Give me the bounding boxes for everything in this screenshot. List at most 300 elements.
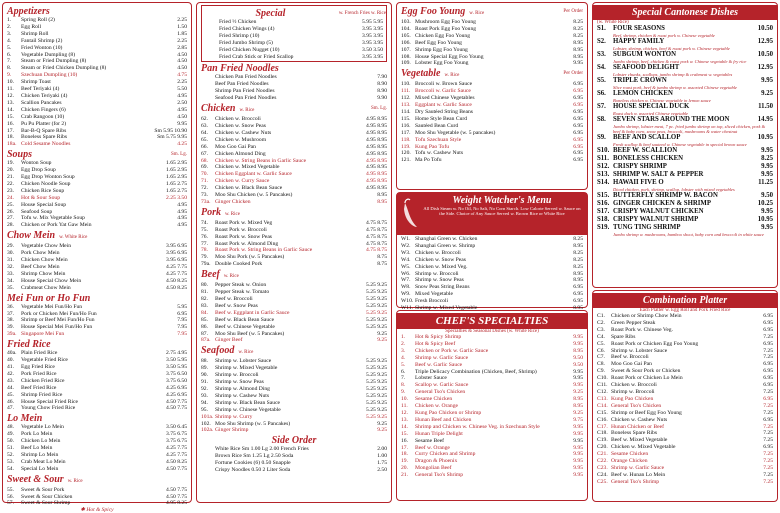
item-name: Lobster Sauce (415, 375, 447, 382)
item-price: 8.95 (573, 53, 583, 60)
item-number: C2. (597, 319, 605, 326)
pork-list (201, 220, 387, 268)
column-4 (592, 2, 778, 503)
item-number: 119. (401, 143, 411, 150)
item-price: 7.25 (763, 437, 773, 444)
dish-price: 8.25 (761, 155, 773, 162)
menu-item (401, 19, 583, 26)
item-name: Broccoli w. Garlic Sauce (415, 88, 471, 95)
dish-price: 12.95 (757, 64, 773, 71)
item-name: Beef w. Mixed Vegetable (611, 437, 668, 444)
dish-description: Lobster chunks, scallops, jumbo shrimp & crabmeat w. vegetables (613, 72, 733, 77)
item-number (201, 446, 215, 453)
item-number: 84. (201, 309, 208, 316)
menu-item (7, 459, 187, 466)
item-name: Shrimp or Beef Mei Fun/Ho Fun (21, 317, 95, 324)
item-price: 9.95 (573, 334, 583, 340)
item-price: 7.95 (177, 324, 187, 331)
item-name: Roast Pork or Chicken Lo Mein (611, 375, 683, 382)
menu-item (7, 93, 187, 100)
menu-item (7, 264, 187, 271)
item-price: 7.25 (763, 430, 773, 437)
item-number: C21. (597, 451, 608, 458)
item-name: Fried Chicken Nugget (10) (219, 46, 280, 53)
item-price: 4.50 7.75 (166, 493, 187, 500)
appetizers-list (7, 17, 187, 148)
menu-item (7, 128, 187, 135)
item-price: 8.95 (573, 305, 583, 312)
menu-item (7, 392, 187, 399)
item-price: 5.25 9.25 (366, 316, 387, 323)
menu-item (7, 86, 187, 93)
item-price: 7.25 (763, 402, 773, 409)
item-name: Roast Pork w. Broccoli (215, 226, 267, 233)
item-name: Chicken w. String Beans in Garlic Sauce (215, 157, 307, 164)
item-number: 77. (201, 240, 208, 247)
item-name: Pepper Steak w. Tomato (215, 289, 270, 296)
item-price: 6.95 (573, 129, 583, 136)
item-number: 43. (7, 377, 14, 384)
egg-foo-young-title-text: Egg Foo Young (401, 6, 466, 17)
menu-item (201, 116, 387, 123)
menu-item (201, 296, 387, 303)
dish-number: S11. (597, 155, 609, 162)
section-title-mei-fun: Mei Fun or Ho Fun (7, 292, 91, 304)
item-price: 3.75 6.50 (166, 377, 187, 384)
menu-item (401, 54, 583, 61)
item-price: 4.95 (177, 222, 187, 229)
item-price: 3.95 3.95 (362, 39, 383, 46)
item-name: Crab Rangoon (10) (21, 113, 65, 120)
seafood-title-text: Seafood (201, 345, 235, 357)
menu-item (401, 33, 583, 40)
item-price: 2.25 (177, 17, 187, 23)
item-price: Sm 5.95 10.90 (154, 127, 187, 134)
menu-item (205, 26, 383, 33)
item-name: Chicken or Pork Yat Gaw Mein (21, 222, 92, 229)
menu-item (201, 234, 387, 241)
menu-item (401, 431, 583, 438)
item-price: 1.75 (377, 460, 387, 467)
item-number: C23. (597, 464, 608, 471)
menu-item (7, 364, 187, 371)
menu-item (597, 361, 773, 368)
item-number: 121. (401, 157, 411, 164)
item-number: W8. (401, 284, 411, 291)
item-name: Shrimp Roll (21, 30, 49, 37)
pan-fried-list (201, 74, 387, 102)
item-number: 75. (201, 226, 208, 233)
item-number: 5. (401, 361, 406, 368)
chicken-sizes: Sm. Lg. (371, 106, 387, 112)
item-price: 4.95 8.95 (366, 143, 387, 150)
item-number: 62. (201, 116, 208, 123)
item-name: Vegetable Dumpling (8) (21, 51, 76, 58)
item-name: Mushroom Egg Foo Young (415, 19, 476, 25)
item-price: 7.25 (763, 409, 773, 416)
item-price: 5.25 9.25 (366, 385, 387, 392)
special-dish (597, 25, 773, 33)
menu-item (201, 199, 387, 206)
item-number: 70. (201, 171, 208, 178)
dish-description: Jumbo shrimp, lobster meat, 7 pc. fried jumbo shrimp on top, sliced chicken, pork & beef & baby corn, snow peas, broccoli, mushrooms & water chestnut (613, 124, 766, 134)
item-name: General Tso's Chicken (611, 402, 662, 409)
item-name: House Special Soup (21, 201, 67, 208)
item-name: Chicken w. Cashew Nuts (215, 129, 272, 136)
menu-item (7, 215, 187, 222)
section-title-lo-mein: Lo Mein (7, 413, 43, 425)
item-number: 26. (7, 208, 14, 215)
menu-item (7, 188, 187, 195)
dish-price: 9.95 (761, 224, 773, 231)
item-number: 92. (201, 385, 208, 392)
item-price: 3.95 6.95 (166, 243, 187, 250)
item-number: 56. (7, 493, 14, 500)
item-name: Chicken or Shrimp Chow Mein (611, 313, 682, 319)
item-price: 8.95 (573, 46, 583, 53)
special-dish (597, 192, 773, 200)
item-price: Sm 5.75 9.95 (157, 134, 187, 141)
item-name: Shrimp w. Mixed Vegetable (415, 305, 478, 312)
item-number: 89. (201, 365, 208, 372)
item-number: 50. (7, 438, 14, 445)
item-name: Crabmeat Chow Mein (21, 284, 71, 291)
special-dish (597, 116, 773, 124)
item-name: Roast Pork w. Snow Peas (215, 233, 272, 240)
item-number: 6. (401, 368, 406, 375)
item-name: Tofu Szechuan Style (415, 136, 462, 143)
menu-item (7, 378, 187, 385)
cantonese-title: Special Cantonese Dishes (593, 5, 777, 20)
menu-item (201, 421, 387, 428)
dish-number: S1. (597, 25, 606, 32)
menu-item (7, 445, 187, 452)
dish-name: CRISPY SHRIMP (613, 163, 667, 170)
dish-number: S3. (597, 51, 606, 58)
item-price: 6.95 (573, 115, 583, 122)
item-name: Shrimp Fried Rice (21, 391, 63, 398)
item-number: 102. (201, 420, 211, 427)
item-name: Shrimp w. Broccoli (415, 270, 459, 277)
item-number: C15. (597, 409, 608, 416)
menu-item (7, 494, 187, 501)
item-price: 4.50 8.25 (166, 458, 187, 465)
item-price: 7.25 (763, 471, 773, 478)
item-price: 6.95 (573, 291, 583, 298)
dish-price: 9.95 (761, 147, 773, 154)
item-number (201, 453, 215, 460)
menu-item (401, 26, 583, 33)
item-name: Tofu w. Cashew Nuts (415, 150, 464, 157)
item-price: 6.95 (573, 81, 583, 88)
item-price: 9.75 (573, 416, 583, 423)
item-number: W10. (401, 298, 414, 305)
item-name: Fried ½ Chicken (219, 19, 257, 25)
menu-item (401, 375, 583, 382)
item-number: 27. (7, 215, 14, 222)
item-number: 45. (7, 391, 14, 398)
item-price: 6.95 (763, 368, 773, 375)
special-dish (597, 155, 773, 163)
item-number: 18. (7, 134, 14, 141)
item-number: 105. (401, 32, 411, 39)
item-name: Shrimp w. Almond Ding (215, 385, 270, 392)
menu-item (201, 123, 387, 130)
item-name: Snow Peas String Beans (415, 284, 470, 291)
item-price: 4.95 8.25 (166, 500, 187, 507)
pork-sub: w. Rice (225, 211, 240, 217)
item-number: 10. (401, 396, 408, 403)
item-number (201, 95, 215, 102)
item-price: 8.95 (573, 39, 583, 46)
section-title-seafood (201, 345, 387, 358)
item-name: House Special Mei Fun/Ho Fun (21, 324, 93, 331)
menu-item (401, 284, 583, 291)
dish-name: CRISPY WALNUT CHICKEN (613, 208, 704, 215)
item-name: House Special Chow Mein (21, 277, 82, 284)
item-number: 32. (7, 264, 14, 270)
special-list (202, 19, 386, 60)
soups-title-text: Soups (7, 149, 33, 161)
item-price: 4.95 (177, 201, 187, 208)
item-number: 74. (201, 219, 208, 226)
item-price: 9.95 (573, 430, 583, 437)
soups-sizes: Sm. Lg. (171, 152, 187, 158)
item-price: 6.95 (573, 108, 583, 115)
item-price: 5.25 9.25 (366, 296, 387, 302)
item-number: 87a. (201, 337, 211, 344)
item-name: Shrimp w. Snow Peas (215, 379, 264, 386)
section-title-sweet-sour (7, 474, 187, 487)
item-name: Fantail Shrimp (2) (21, 37, 63, 44)
chili-pepper-icon (401, 197, 423, 231)
menu-item (201, 151, 387, 158)
vegetable-note: Per Order (563, 71, 583, 77)
menu-item (597, 444, 773, 451)
menu-item (7, 331, 187, 338)
menu-item (401, 369, 583, 376)
menu-item (201, 379, 387, 386)
item-number: 1. (401, 334, 406, 340)
item-price: 9.95 (573, 444, 583, 451)
item-number: 79a. (201, 261, 211, 268)
menu-item (401, 109, 583, 116)
menu-item (401, 396, 583, 403)
dish-number: S10. (597, 147, 610, 154)
item-number: 51. (7, 445, 14, 452)
menu-item (201, 386, 387, 393)
item-number: 103. (401, 19, 411, 25)
item-number: C24. (597, 471, 608, 478)
item-number (205, 26, 219, 33)
item-price: 7.25 (763, 333, 773, 340)
chicken-title-text: Chicken (201, 103, 236, 115)
sweet-sour-sub: w. Rice (67, 478, 83, 484)
item-number: W7. (401, 277, 411, 284)
item-name: Shanghai Green w. Shrimp (415, 242, 476, 249)
special-dish (597, 163, 773, 171)
special-dish (597, 208, 773, 216)
item-name: Chicken w. Curry Sauce (215, 178, 270, 185)
item-price: 3.75 6.75 (166, 438, 187, 445)
item-price: 9.95 (573, 340, 583, 347)
item-price: 4.95 8.95 (366, 129, 387, 136)
menu-item (201, 95, 387, 102)
menu-item (7, 438, 187, 445)
item-price: 5.25 9.25 (366, 358, 387, 365)
item-price: 4.50 7.75 (166, 398, 187, 405)
item-price: 2.25 (177, 37, 187, 44)
menu-item (7, 452, 187, 459)
combination-sub: Each Platter w. Egg Roll and Pork Fried Rice (639, 308, 731, 313)
item-name: Beef Chow Mein (21, 264, 60, 270)
menu-item (401, 403, 583, 410)
item-price: 5.25 9.25 (366, 282, 387, 289)
item-price: 4.95 (177, 215, 187, 222)
menu-item (201, 400, 387, 407)
item-name: Brown Rice Sm 1.25 Lg 2.50 Soda (215, 453, 294, 460)
special-dish (597, 200, 773, 208)
chef-specialties-box (396, 310, 588, 501)
menu-item (201, 460, 387, 467)
item-name: Spare Ribs (611, 333, 636, 340)
item-price: 3.95 6.95 (166, 257, 187, 264)
item-name: Beef Teriyaki (4) (21, 86, 60, 93)
item-number: 94. (201, 399, 208, 406)
item-price: 4.25 7.75 (166, 451, 187, 458)
item-number (201, 467, 215, 474)
item-name: White Rice Sm 1.00 Lg 2.00 French Fries (215, 446, 309, 453)
item-number: 80. (201, 282, 208, 289)
item-number: 44. (7, 384, 14, 391)
special-dish (597, 103, 773, 111)
item-name: Beef Egg Foo Young (415, 39, 462, 46)
menu-item (7, 431, 187, 438)
special-dish (597, 51, 773, 59)
special-dish (597, 77, 773, 85)
item-number: 91. (201, 379, 208, 386)
egg-foo-young-sub: w. Rice (469, 11, 485, 16)
menu-item (7, 250, 187, 257)
item-name: Roast Pork w. Chinese Veg. (611, 326, 673, 333)
item-name: Sweet & Sour Pork or Chicken (611, 368, 681, 375)
section-title-vegetable (401, 68, 583, 81)
combination-list (597, 313, 773, 486)
item-price: 4.50 8.25 (166, 277, 187, 284)
item-price: 3.75 6.50 (166, 370, 187, 377)
menu-item (205, 33, 383, 40)
item-price: 3.50 6.45 (166, 424, 187, 431)
item-name: Shanghai Green w. Chicken (415, 236, 478, 242)
special-dish (597, 38, 773, 46)
item-number: 8. (7, 65, 12, 72)
item-name: Scallion Pancakes (21, 99, 62, 106)
item-number (205, 47, 219, 54)
item-name: Shrimp w. Garlic Sauce (611, 464, 665, 471)
dish-number: S9. (597, 134, 606, 141)
item-price: 5.25 9.25 (366, 392, 387, 399)
menu-item (401, 277, 583, 284)
item-number: 82. (201, 296, 208, 302)
item-number: 107. (401, 46, 411, 53)
item-price: 9.25 (377, 427, 387, 434)
item-number: C18. (597, 430, 608, 437)
item-number: 11. (401, 403, 408, 410)
menu-item (7, 31, 187, 38)
item-number: 47. (7, 405, 14, 412)
menu-item (201, 337, 387, 344)
item-price: 5.25 9.25 (366, 406, 387, 413)
item-name: Lobster Egg Foo Young (415, 60, 469, 67)
item-name: Special Lo Mein (21, 465, 59, 472)
item-price: 6.95 (763, 326, 773, 333)
dish-description: Diced chicken, pork, shrimp, scallop, lobster with mixed vegetables (613, 187, 735, 192)
item-number: C14. (597, 402, 608, 409)
menu-item (205, 54, 383, 61)
item-number: 73a. (201, 198, 211, 205)
item-name: Kung Pao Chicken or Shrimp (415, 409, 482, 416)
item-name: Orange Chicken (611, 458, 648, 465)
dish-name: TUNG TING SHRIMP (613, 224, 681, 231)
dish-description: Jumbo shrimp, beef, chicken & roast pork w. Chinese vegetable & fry rice (613, 59, 747, 64)
item-price: 9.95 (573, 458, 583, 465)
item-number: C13. (597, 395, 608, 402)
item-number: C16. (597, 416, 608, 423)
item-number: 22. (7, 180, 14, 187)
item-number: 76. (201, 233, 208, 240)
item-name: Kung Pao Tofu (415, 143, 449, 150)
item-name: Moo Goo Gai Pan (611, 361, 652, 368)
item-price: 9.25 (377, 330, 387, 337)
item-name: Roast Pork w. String Beans in Garlic Sauce (215, 247, 313, 254)
section-title-chicken (201, 103, 387, 116)
menu-item (201, 81, 387, 88)
cantonese-box (592, 2, 778, 288)
item-name: Sweet & Sour Pork (21, 486, 65, 493)
item-price: 9.95 (573, 60, 583, 67)
item-name: Hunan Beef and Chicken (415, 416, 472, 423)
item-name: Chicken w. Orange (415, 403, 458, 410)
item-name: Chicken w. Cashew Nuts (611, 416, 668, 423)
column-2 (196, 2, 392, 503)
item-name: General Tso's Chicken (415, 389, 466, 396)
item-name: Shrimp w. Broccoli (611, 388, 655, 395)
item-number: 17. (7, 127, 14, 134)
menu-item (401, 257, 583, 264)
item-name: Chicken Pan Fried Noodles (215, 74, 277, 81)
item-price: 4.95 8.95 (366, 185, 387, 192)
menu-item (401, 348, 583, 355)
item-name: Fried Shrimp (10) (219, 32, 260, 39)
item-name: Beef w. Hunan Lo Mein (611, 471, 666, 478)
item-price: 9.95 (177, 120, 187, 127)
item-number: 13. (401, 416, 408, 423)
item-number: 111. (401, 88, 411, 95)
menu-item (7, 304, 187, 311)
item-number: 52. (7, 451, 14, 458)
dish-description: Boneless chicken w. Chinese vegetable in lemon sauce (613, 98, 711, 103)
item-price: 4.50 (177, 58, 187, 65)
item-name: Shrimp and Chicken w. Chinese Veg. in Szechuan Style (415, 423, 540, 430)
item-name: Curry Chicken and Shrimp (415, 451, 476, 458)
item-number: 20. (7, 167, 14, 174)
section-title-pork (201, 207, 387, 220)
item-name: House Special Fried Rice (21, 398, 79, 405)
menu-item (201, 467, 387, 474)
item-number: C12. (597, 388, 608, 395)
item-number: 118. (401, 136, 411, 143)
item-name: Steam or Fried Dumpling (8) (21, 58, 87, 65)
